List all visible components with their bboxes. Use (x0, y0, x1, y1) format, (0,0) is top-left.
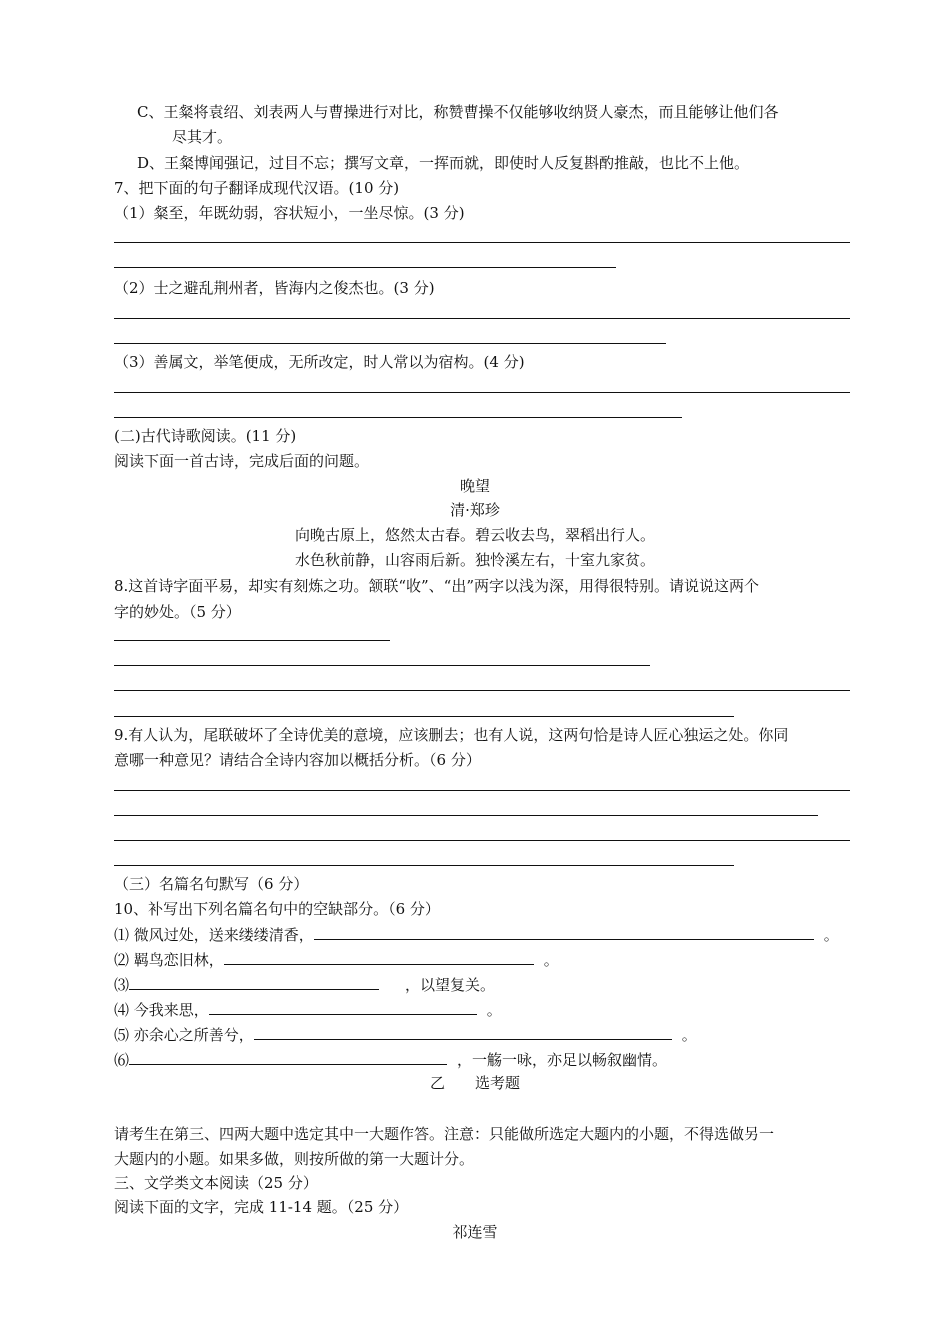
q10-item-4 (114, 1000, 502, 1020)
q7-prompt: 7、把下面的句子翻译成现代汉语。(10 分) (114, 179, 400, 197)
answer-line[interactable] (114, 815, 818, 816)
q10-item-5-end: 。 (681, 1026, 697, 1044)
elective-note-line-2: 大题内的小题。如果多做，则按所做的第一大题计分。 (114, 1150, 475, 1168)
q7-sentence-2: （2）士之避乱荆州者，皆海内之俊杰也。(3 分) (114, 279, 435, 297)
q10-item-4-blank[interactable] (209, 1000, 477, 1015)
poem-author: 清·郑珍 (450, 501, 500, 519)
q6-option-c-line1: C、王粲将袁绍、刘表两人与曹操进行对比，称赞曹操不仅能够收纳贤人豪杰，而且能够让他们各 (137, 103, 779, 121)
q10-item-6-text: ⑹ (114, 1051, 130, 1069)
literature-heading: 三、文学类文本阅读（25 分） (114, 1174, 318, 1192)
answer-line[interactable] (114, 318, 850, 319)
q10-item-6-end: ，一觞一咏，亦足以畅叙幽情。 (457, 1051, 668, 1069)
q10-item-1 (114, 925, 839, 945)
answer-line[interactable] (114, 267, 616, 268)
q10-item-4-end: 。 (486, 1001, 502, 1019)
answer-line[interactable] (114, 343, 666, 344)
section3-heading: （三）名篇名句默写（6 分） (114, 875, 309, 893)
answer-line[interactable] (114, 640, 390, 641)
q10-item-1-text: ⑴ 微风过处，送来缕缕清香， (114, 926, 314, 944)
q9-line-2: 意哪一种意见？请结合全诗内容加以概括分析。（6 分） (114, 751, 481, 769)
q6-option-c-line2: 尽其才。 (172, 128, 233, 146)
q10-item-3-text: ⑶ (114, 976, 130, 994)
q7-sentence-3: （3）善属文，举笔便成，无所改定，时人常以为宿构。(4 分) (114, 353, 525, 371)
answer-line[interactable] (114, 665, 650, 666)
q10-item-5-blank[interactable] (254, 1025, 672, 1040)
q10-prompt: 10、补写出下列名篇名句中的空缺部分。（6 分） (114, 900, 440, 918)
section2-instruction: 阅读下面一首古诗，完成后面的问题。 (114, 452, 370, 470)
q10-item-3 (114, 975, 495, 995)
answer-line[interactable] (114, 417, 682, 418)
answer-line[interactable] (114, 865, 734, 866)
q10-item-3-end: ，以望复关。 (405, 976, 496, 994)
literature-instruction: 阅读下面的文字，完成 11-14 题。（25 分） (114, 1198, 409, 1216)
section2-heading: (二)古代诗歌阅读。(11 分) (114, 427, 297, 445)
q10-item-5 (114, 1025, 697, 1045)
q10-item-1-blank[interactable] (314, 925, 814, 940)
q10-item-2-end: 。 (543, 951, 559, 969)
q10-item-5-text: ⑸ 亦余心之所善兮， (114, 1026, 254, 1044)
answer-line[interactable] (114, 790, 850, 791)
poem-line-2: 水色秋前静，山容雨后新。独怜溪左右，十室九家贫。 (294, 551, 655, 569)
story-title: 祁连雪 (452, 1223, 498, 1241)
q10-item-1-end: 。 (823, 926, 839, 944)
q10-item-2 (114, 950, 559, 970)
answer-line[interactable] (114, 242, 850, 243)
q10-item-2-text: ⑵ 羁鸟恋旧林， (114, 951, 224, 969)
q7-sentence-1: （1）粲至，年既幼弱，容状短小，一坐尽惊。(3 分) (114, 204, 465, 222)
answer-line[interactable] (114, 690, 850, 691)
q10-item-4-text: ⑷ 今我来思， (114, 1001, 209, 1019)
q8-line-2: 字的妙处。（5 分） (114, 603, 241, 621)
q8-line-1: 8.这首诗字面平易，却实有刻炼之功。颔联“收”、“出”两字以浅为深，用得很特别。请说说这两个 (114, 577, 759, 595)
q10-item-2-blank[interactable] (224, 950, 534, 965)
q6-option-d: D、王粲博闻强记，过目不忘；撰写文章，一挥而就，即使时人反复斟酌推敲，也比不上他。 (137, 154, 750, 172)
q10-item-3-blank[interactable] (129, 975, 379, 990)
q10-item-6-blank[interactable] (129, 1050, 447, 1065)
answer-line[interactable] (114, 716, 734, 717)
poem-line-1: 向晚古原上，悠然太古春。碧云收去鸟，翠稻出行人。 (294, 526, 655, 544)
q10-item-6 (114, 1050, 667, 1070)
q9-line-1: 9.有人认为，尾联破坏了全诗优美的意境，应该删去；也有人说，这两句恰是诗人匠心独运之处。你同 (114, 726, 789, 744)
poem-title: 晚望 (459, 477, 490, 495)
answer-line[interactable] (114, 840, 850, 841)
elective-title: 乙 选考题 (429, 1074, 520, 1092)
elective-note-line-1: 请考生在第三、四两大题中选定其中一大题作答。注意：只能做所选定大题内的小题，不得选做另一 (114, 1125, 775, 1143)
answer-line[interactable] (114, 392, 850, 393)
